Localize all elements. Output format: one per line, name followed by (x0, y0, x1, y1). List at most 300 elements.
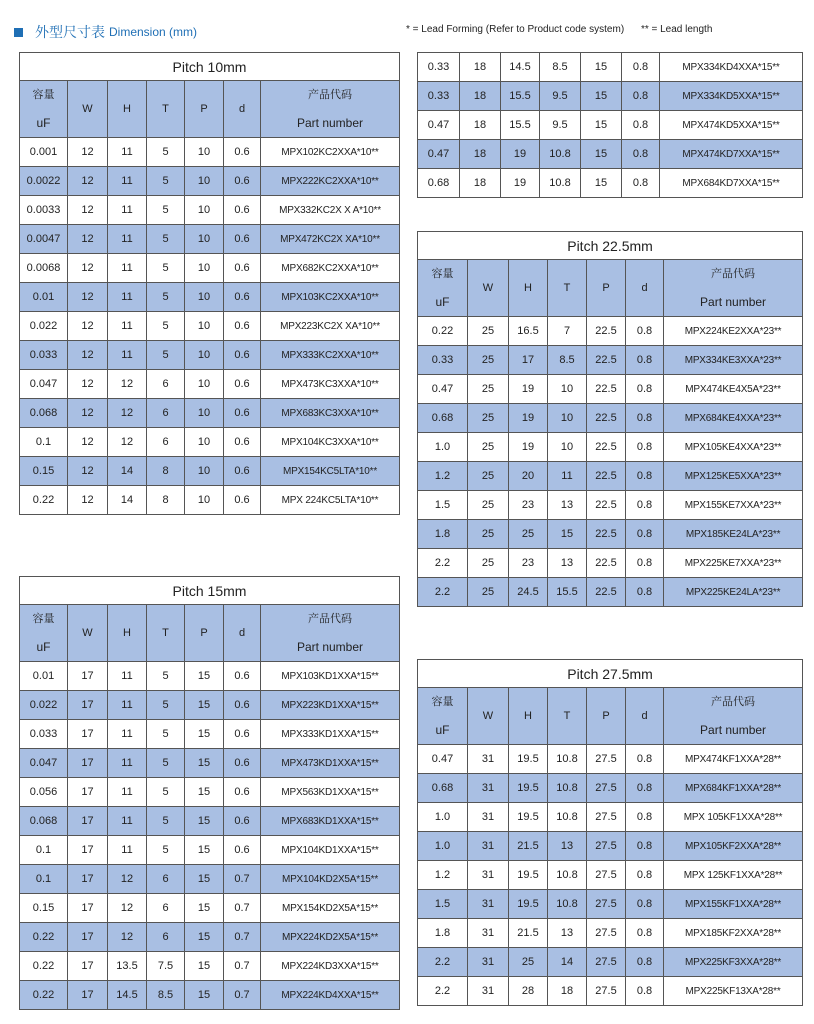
cell-d: 0.8 (626, 977, 664, 1006)
cell-capacitance: 0.22 (20, 486, 68, 515)
cell-d: 0.8 (622, 53, 660, 82)
table-title: Pitch 27.5mm (418, 660, 803, 688)
cell-capacitance: 0.68 (418, 774, 468, 803)
cell-part-number: MPX154KD2X5A*15** (261, 894, 400, 923)
table-title: Pitch 10mm (20, 53, 400, 81)
cell-capacitance: 2.2 (418, 977, 468, 1006)
cell-t: 11 (548, 462, 587, 491)
cell-capacitance: 2.2 (418, 948, 468, 977)
cell-d: 0.8 (622, 140, 660, 169)
cell-d: 0.8 (626, 745, 664, 774)
cell-w: 12 (68, 428, 108, 457)
cell-part-number: MPX 224KC5LTA*10** (261, 486, 400, 515)
cell-p: 10 (185, 399, 224, 428)
cell-part-number: MPX474KD5XXA*15** (660, 111, 803, 140)
cell-capacitance: 0.22 (20, 923, 68, 952)
cell-t: 13 (548, 549, 587, 578)
cell-part-number: MPX103KD1XXA*15** (261, 662, 400, 691)
cell-t: 10 (548, 404, 587, 433)
header-capacitance (20, 81, 68, 138)
cell-d: 0.8 (626, 549, 664, 578)
cell-w: 25 (468, 520, 509, 549)
cell-d: 0.8 (626, 433, 664, 462)
header-part-number-cn: 产品代码 (308, 612, 352, 625)
cell-d: 0.6 (224, 254, 261, 283)
cell-d: 0.6 (224, 486, 261, 515)
cell-part-number: MPX474KD7XXA*15** (660, 140, 803, 169)
cell-d: 0.8 (622, 169, 660, 198)
cell-p: 15 (185, 836, 224, 865)
header-part-number (261, 605, 400, 662)
cell-w: 25 (468, 404, 509, 433)
cell-w: 25 (468, 491, 509, 520)
cell-w: 12 (68, 254, 108, 283)
table-row (418, 169, 803, 198)
cell-part-number: MPX105KF2XXA*28** (664, 832, 803, 861)
cell-p: 22.5 (587, 462, 626, 491)
header-part-number-cn: 产品代码 (308, 88, 352, 101)
cell-t: 8 (147, 486, 185, 515)
header-col-h: H (509, 688, 548, 745)
cell-w: 25 (468, 317, 509, 346)
cell-h: 19 (501, 140, 540, 169)
cell-capacitance: 1.5 (418, 890, 468, 919)
cell-p: 15 (581, 111, 622, 140)
cell-w: 17 (68, 865, 108, 894)
cell-w: 25 (468, 346, 509, 375)
cell-h: 19.5 (509, 774, 548, 803)
cell-t: 13 (548, 832, 587, 861)
cell-d: 0.6 (224, 807, 261, 836)
cell-w: 25 (468, 578, 509, 607)
table-row (418, 111, 803, 140)
cell-d: 0.8 (626, 919, 664, 948)
table-row (20, 952, 400, 981)
cell-capacitance: 0.22 (20, 952, 68, 981)
cell-w: 17 (68, 662, 108, 691)
cell-d: 0.6 (224, 662, 261, 691)
cell-t: 10.8 (548, 745, 587, 774)
cell-p: 15 (185, 952, 224, 981)
cell-h: 19.5 (509, 745, 548, 774)
cell-t: 5 (147, 283, 185, 312)
cell-capacitance: 0.01 (20, 283, 68, 312)
header-col-d: d (224, 605, 261, 662)
header-part-number-cn: 产品代码 (711, 267, 756, 280)
cell-capacitance: 1.0 (418, 433, 468, 462)
table-row (418, 491, 803, 520)
cell-d: 0.6 (224, 283, 261, 312)
cell-h: 11 (108, 836, 147, 865)
cell-capacitance: 0.33 (418, 82, 460, 111)
cell-part-number: MPX473KC3XXA*10** (261, 370, 400, 399)
cell-part-number: MPX155KF1XXA*28** (664, 890, 803, 919)
header-col-p: P (185, 605, 224, 662)
cell-w: 12 (68, 138, 108, 167)
cell-t: 10.8 (548, 890, 587, 919)
cell-part-number: MPX334KE3XXA*23** (664, 346, 803, 375)
cell-t: 8.5 (540, 53, 581, 82)
cell-part-number: MPX472KC2X XA*10** (261, 225, 400, 254)
cell-p: 22.5 (587, 317, 626, 346)
cell-capacitance: 0.33 (418, 346, 468, 375)
cell-p: 15 (185, 691, 224, 720)
cell-h: 14 (108, 486, 147, 515)
cell-capacitance: 1.2 (418, 861, 468, 890)
cell-h: 11 (108, 225, 147, 254)
cell-h: 11 (108, 312, 147, 341)
cell-t: 5 (147, 312, 185, 341)
cell-part-number: MPX474KE4X5A*23** (664, 375, 803, 404)
cell-part-number: MPX222KC2XXA*10** (261, 167, 400, 196)
cell-capacitance: 0.056 (20, 778, 68, 807)
cell-d: 0.6 (224, 341, 261, 370)
cell-t: 5 (147, 720, 185, 749)
header-row (418, 260, 803, 317)
cell-part-number: MPX104KD2X5A*15** (261, 865, 400, 894)
cell-t: 5 (147, 836, 185, 865)
table-row (418, 433, 803, 462)
header-capacitance-cn: 容量 (32, 612, 55, 625)
cell-part-number: MPX225KF13XA*28** (664, 977, 803, 1006)
cell-d: 0.8 (626, 375, 664, 404)
cell-d: 0.8 (626, 861, 664, 890)
cell-w: 17 (68, 749, 108, 778)
header-col-w: W (468, 260, 509, 317)
cell-capacitance: 0.047 (20, 370, 68, 399)
cell-part-number: MPX224KD4XXA*15** (261, 981, 400, 1010)
cell-p: 15 (185, 981, 224, 1010)
cell-h: 20 (509, 462, 548, 491)
cell-t: 5 (147, 341, 185, 370)
cell-t: 5 (147, 749, 185, 778)
cell-w: 31 (468, 977, 509, 1006)
cell-p: 15 (185, 749, 224, 778)
header-part-number-en: Part number (296, 116, 364, 130)
cell-part-number: MPX 125KF1XXA*28** (664, 861, 803, 890)
table-row (418, 462, 803, 491)
cell-t: 10.8 (548, 803, 587, 832)
header-capacitance-cn: 容量 (431, 695, 454, 708)
cell-part-number: MPX473KD1XXA*15** (261, 749, 400, 778)
cell-part-number: MPX154KC5LTA*10** (261, 457, 400, 486)
cell-p: 15 (185, 807, 224, 836)
cell-capacitance: 0.068 (20, 807, 68, 836)
cell-part-number: MPX104KC3XXA*10** (261, 428, 400, 457)
cell-capacitance: 0.0047 (20, 225, 68, 254)
cell-w: 12 (68, 457, 108, 486)
cell-part-number: MPX223KC2X XA*10** (261, 312, 400, 341)
cell-w: 25 (468, 375, 509, 404)
cell-h: 11 (108, 254, 147, 283)
cell-w: 31 (468, 861, 509, 890)
cell-h: 12 (108, 370, 147, 399)
note-lead-length: ** = Lead length (640, 24, 713, 35)
cell-t: 10.8 (540, 140, 581, 169)
cell-capacitance: 0.033 (20, 720, 68, 749)
cell-h: 11 (108, 749, 147, 778)
cell-h: 21.5 (509, 919, 548, 948)
table-row (20, 399, 400, 428)
cell-t: 15 (548, 520, 587, 549)
cell-p: 15 (581, 169, 622, 198)
cell-part-number: MPX563KD1XXA*15** (261, 778, 400, 807)
table-row (20, 720, 400, 749)
table-pitch-10mm (19, 52, 400, 515)
cell-capacitance: 2.2 (418, 549, 468, 578)
cell-p: 27.5 (587, 745, 626, 774)
cell-capacitance: 0.0033 (20, 196, 68, 225)
cell-t: 18 (548, 977, 587, 1006)
table-row (20, 370, 400, 399)
cell-p: 10 (185, 283, 224, 312)
cell-capacitance: 0.047 (20, 749, 68, 778)
cell-h: 14.5 (108, 981, 147, 1010)
cell-h: 25 (509, 520, 548, 549)
cell-capacitance: 0.15 (20, 894, 68, 923)
cell-p: 27.5 (587, 803, 626, 832)
cell-part-number: MPX684KF1XXA*28** (664, 774, 803, 803)
cell-p: 27.5 (587, 774, 626, 803)
cell-capacitance: 0.022 (20, 312, 68, 341)
cell-p: 22.5 (587, 375, 626, 404)
cell-part-number: MPX104KD1XXA*15** (261, 836, 400, 865)
table-row (20, 196, 400, 225)
cell-d: 0.6 (224, 312, 261, 341)
cell-p: 10 (185, 457, 224, 486)
cell-part-number: MPX683KC3XXA*10** (261, 399, 400, 428)
cell-t: 10.8 (540, 169, 581, 198)
cell-t: 5 (147, 254, 185, 283)
cell-t: 13 (548, 919, 587, 948)
cell-t: 14 (548, 948, 587, 977)
cell-d: 0.8 (626, 317, 664, 346)
cell-part-number: MPX224KD2X5A*15** (261, 923, 400, 952)
cell-d: 0.6 (224, 749, 261, 778)
table-row (418, 549, 803, 578)
cell-part-number: MPX105KE4XXA*23** (664, 433, 803, 462)
cell-w: 18 (460, 111, 501, 140)
table-title: Pitch 15mm (20, 577, 400, 605)
cell-t: 7 (548, 317, 587, 346)
cell-part-number: MPX474KF1XXA*28** (664, 745, 803, 774)
table-row (20, 457, 400, 486)
cell-p: 15 (581, 53, 622, 82)
cell-t: 10.8 (548, 774, 587, 803)
cell-h: 11 (108, 283, 147, 312)
table-row (20, 312, 400, 341)
table-row (20, 486, 400, 515)
cell-d: 0.7 (224, 952, 261, 981)
cell-p: 15 (185, 720, 224, 749)
cell-p: 10 (185, 225, 224, 254)
cell-part-number: MPX224KE2XXA*23** (664, 317, 803, 346)
cell-part-number: MPX102KC2XXA*10** (261, 138, 400, 167)
cell-capacitance: 0.47 (418, 375, 468, 404)
cell-part-number: MPX103KC2XXA*10** (261, 283, 400, 312)
cell-h: 19.5 (509, 861, 548, 890)
cell-capacitance: 0.033 (20, 341, 68, 370)
cell-h: 19.5 (509, 803, 548, 832)
cell-h: 13.5 (108, 952, 147, 981)
header-row (418, 688, 803, 745)
table-row (418, 832, 803, 861)
cell-w: 18 (460, 140, 501, 169)
header-row (20, 605, 400, 662)
cell-h: 19 (509, 433, 548, 462)
cell-t: 5 (147, 167, 185, 196)
cell-t: 6 (147, 428, 185, 457)
table-row (418, 82, 803, 111)
cell-p: 10 (185, 138, 224, 167)
note-lead-forming: * = Lead Forming (Refer to Product code system) (406, 24, 625, 35)
cell-capacitance: 0.1 (20, 836, 68, 865)
table-row (20, 749, 400, 778)
cell-h: 19.5 (509, 890, 548, 919)
square-bullet-icon (14, 28, 23, 37)
header-part-number-en: Part number (700, 295, 767, 309)
table-row (418, 977, 803, 1006)
table-row (418, 948, 803, 977)
table-row (20, 283, 400, 312)
cell-d: 0.6 (224, 428, 261, 457)
cell-w: 17 (68, 720, 108, 749)
table-row (418, 803, 803, 832)
cell-part-number: MPX333KD1XXA*15** (261, 720, 400, 749)
cell-w: 31 (468, 832, 509, 861)
cell-w: 12 (68, 341, 108, 370)
cell-d: 0.8 (626, 491, 664, 520)
cell-t: 10.8 (548, 861, 587, 890)
header-col-h: H (108, 605, 147, 662)
cell-w: 12 (68, 283, 108, 312)
legend-notes (406, 24, 726, 35)
cell-part-number: MPX225KF3XXA*28** (664, 948, 803, 977)
header-capacitance (418, 688, 468, 745)
cell-h: 16.5 (509, 317, 548, 346)
cell-d: 0.7 (224, 981, 261, 1010)
cell-d: 0.6 (224, 778, 261, 807)
cell-h: 24.5 (509, 578, 548, 607)
cell-w: 12 (68, 486, 108, 515)
cell-capacitance: 0.22 (418, 317, 468, 346)
cell-capacitance: 2.2 (418, 578, 468, 607)
table-row (20, 923, 400, 952)
cell-h: 14 (108, 457, 147, 486)
cell-t: 5 (147, 196, 185, 225)
cell-part-number: MPX684KE4XXA*23** (664, 404, 803, 433)
cell-w: 17 (68, 836, 108, 865)
cell-d: 0.8 (626, 346, 664, 375)
cell-d: 0.6 (224, 370, 261, 399)
cell-p: 22.5 (587, 491, 626, 520)
cell-p: 22.5 (587, 404, 626, 433)
cell-p: 27.5 (587, 832, 626, 861)
cell-d: 0.8 (626, 774, 664, 803)
cell-t: 10 (548, 433, 587, 462)
cell-p: 15 (185, 662, 224, 691)
cell-t: 8.5 (147, 981, 185, 1010)
cell-d: 0.8 (626, 578, 664, 607)
cell-capacitance: 0.22 (20, 981, 68, 1010)
table-row (20, 807, 400, 836)
cell-w: 17 (68, 691, 108, 720)
cell-p: 27.5 (587, 861, 626, 890)
table-row (418, 520, 803, 549)
cell-part-number: MPX223KD1XXA*15** (261, 691, 400, 720)
cell-t: 6 (147, 370, 185, 399)
table-row (418, 578, 803, 607)
cell-h: 11 (108, 778, 147, 807)
cell-w: 31 (468, 948, 509, 977)
header-capacitance-unit: uF (435, 295, 450, 309)
cell-h: 14.5 (501, 53, 540, 82)
cell-part-number: MPX684KD7XXA*15** (660, 169, 803, 198)
cell-d: 0.8 (626, 803, 664, 832)
cell-part-number: MPX334KD4XXA*15** (660, 53, 803, 82)
table-row (418, 861, 803, 890)
cell-p: 15 (185, 923, 224, 952)
cell-d: 0.7 (224, 894, 261, 923)
table-row (418, 346, 803, 375)
cell-p: 10 (185, 486, 224, 515)
cell-h: 11 (108, 662, 147, 691)
header-col-p: P (185, 81, 224, 138)
table-row (20, 138, 400, 167)
table-pitch-15mm-continued (417, 52, 803, 198)
table-row (20, 167, 400, 196)
cell-w: 18 (460, 169, 501, 198)
cell-part-number: MPX334KD5XXA*15** (660, 82, 803, 111)
table-row (20, 981, 400, 1010)
cell-d: 0.8 (626, 948, 664, 977)
cell-h: 15.5 (501, 82, 540, 111)
cell-w: 25 (468, 549, 509, 578)
cell-h: 11 (108, 691, 147, 720)
cell-t: 6 (147, 894, 185, 923)
cell-d: 0.6 (224, 225, 261, 254)
cell-p: 22.5 (587, 433, 626, 462)
cell-h: 23 (509, 491, 548, 520)
cell-part-number: MPX125KE5XXA*23** (664, 462, 803, 491)
cell-t: 8.5 (548, 346, 587, 375)
cell-capacitance: 0.0022 (20, 167, 68, 196)
cell-d: 0.8 (626, 404, 664, 433)
header-capacitance-cn: 容量 (431, 267, 454, 280)
cell-part-number: MPX332KC2X X A*10** (261, 196, 400, 225)
table-row (418, 919, 803, 948)
header-part-number (261, 81, 400, 138)
cell-t: 6 (147, 865, 185, 894)
cell-h: 12 (108, 923, 147, 952)
cell-t: 5 (147, 225, 185, 254)
header-part-number-en: Part number (700, 723, 767, 737)
cell-h: 11 (108, 720, 147, 749)
cell-w: 17 (68, 923, 108, 952)
cell-part-number: MPX225KE7XXA*23** (664, 549, 803, 578)
cell-w: 12 (68, 399, 108, 428)
cell-w: 25 (468, 462, 509, 491)
table-row (20, 225, 400, 254)
cell-d: 0.6 (224, 196, 261, 225)
cell-d: 0.6 (224, 399, 261, 428)
cell-capacitance: 0.47 (418, 140, 460, 169)
table-row (20, 662, 400, 691)
table-row (418, 745, 803, 774)
header-col-h: H (509, 260, 548, 317)
cell-w: 31 (468, 919, 509, 948)
cell-h: 19 (509, 375, 548, 404)
